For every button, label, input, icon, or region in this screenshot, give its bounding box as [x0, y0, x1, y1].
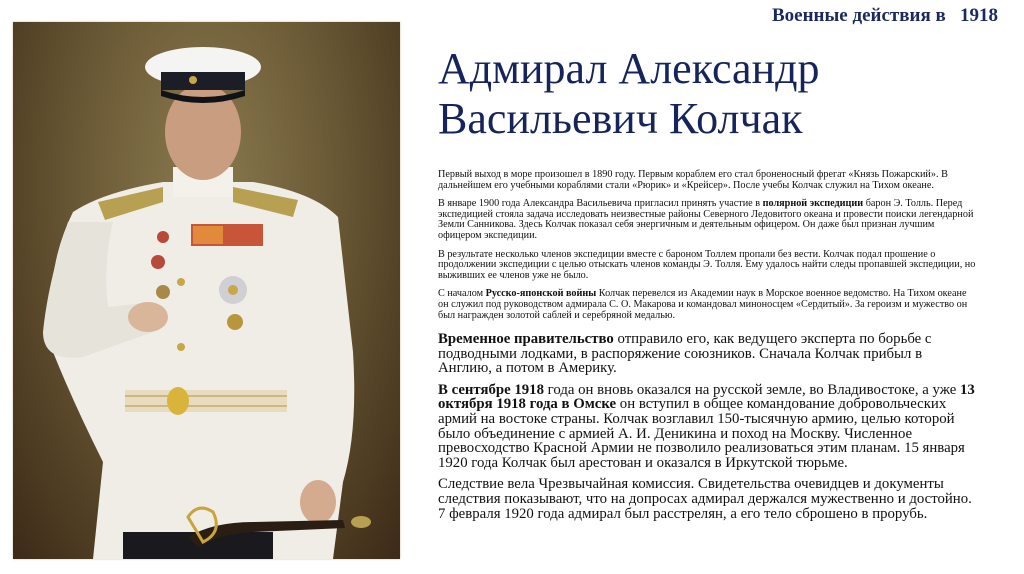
text-run: В январе 1900 года Александра Васильевича пригласил принять участие в	[438, 198, 763, 210]
paragraph	[438, 170, 978, 191]
page-title	[438, 44, 820, 144]
slide-header-title: Военные действия в 1918	[771, 5, 998, 26]
admiral-portrait-icon	[13, 22, 400, 559]
title-line-1: Адмирал Александр	[438, 44, 820, 93]
text-run: В результате несколько членов экспедиции вместе с бароном Толлем пропали без вести. Колчак подал прошение о продолжении экспедиции с целью отыскать членов команды Э. Толля. Ему удалось найти следы пропавшей экспедиции, но выживших ее членов уже не было.	[438, 248, 976, 281]
emphasized-text: Русско-японской войны	[485, 288, 597, 300]
emphasized-text: полярной экспедиции	[762, 198, 864, 210]
text-run: Первый выход в море произошел в 1890 году. Первым кораблем его стал броненосный фрегат «Князь Пожарский». В дальнейшем его учебными кораблями стали «Рюрик» и «Крейсер». После учебы Колчак служил на Тихом океане.	[438, 169, 948, 191]
text-run: отправило его, как ведущего эксперта по борьбе с подводными лодками, в распоряжение союзников. Сначала Колчак прибыл в Англию, а потом в Америку.	[438, 331, 932, 377]
paragraph	[438, 477, 978, 521]
paragraph	[438, 289, 978, 321]
paragraph	[438, 383, 978, 471]
text-run: он вступил в общее командование добровольческих армий на востоке страны. Колчак возглавил 150-тысячную армию, целью которой было объединение с армией А. И. Деникина и поход на Москву. Численное превосходство Красной Армии не позволило реализоваться этим планам. 15 января 1920 года Колчак был арестован и оказался в Иркутской тюрьме.	[438, 396, 965, 471]
text-run: года он вновь оказался на русской земле, во Владивостоке, а уже	[543, 381, 961, 398]
portrait-image	[13, 22, 400, 559]
paragraph	[438, 332, 978, 376]
biography-civil-war	[438, 332, 978, 528]
emphasized-text: 13 октября 1918 года в Омске	[438, 381, 975, 413]
text-run: барон Э. Толль. Перед экспедицией стояла задача исследовать неизвестные районы Северного Ледовитого океана и провести поиски легендарной Земли Санникова. Здесь Колчак показал себя энергичным и деятельным офицером. Он даже был признан лучшим офицером экспедиции.	[438, 198, 974, 241]
title-line-2: Васильевич Колчак	[438, 94, 803, 143]
text-run: Следствие вела Чрезвычайная комиссия. Свидетельства очевидцев и документы следствия показывают, что на допросах адмирал держался мужественно и достойно. 7 февраля 1920 года адмирал был расстрелян, а его тело сброшено в прорубь.	[438, 476, 972, 522]
paragraph	[438, 250, 978, 282]
text-run: С началом	[438, 288, 486, 300]
paragraph	[438, 199, 978, 241]
text-run: Колчак перевелся из Академии наук в Морское военное ведомство. На Тихом океане он служил под руководством адмирала С. О. Макарова и командовал миноносцем «Сердитый». За героизм и мужество он был награжден золотой саблей и серебряной медалью.	[438, 288, 968, 321]
emphasized-text: В сентябре 1918	[438, 381, 544, 398]
biography-early-career	[438, 170, 978, 329]
emphasized-text: Временное правительство	[438, 331, 614, 347]
